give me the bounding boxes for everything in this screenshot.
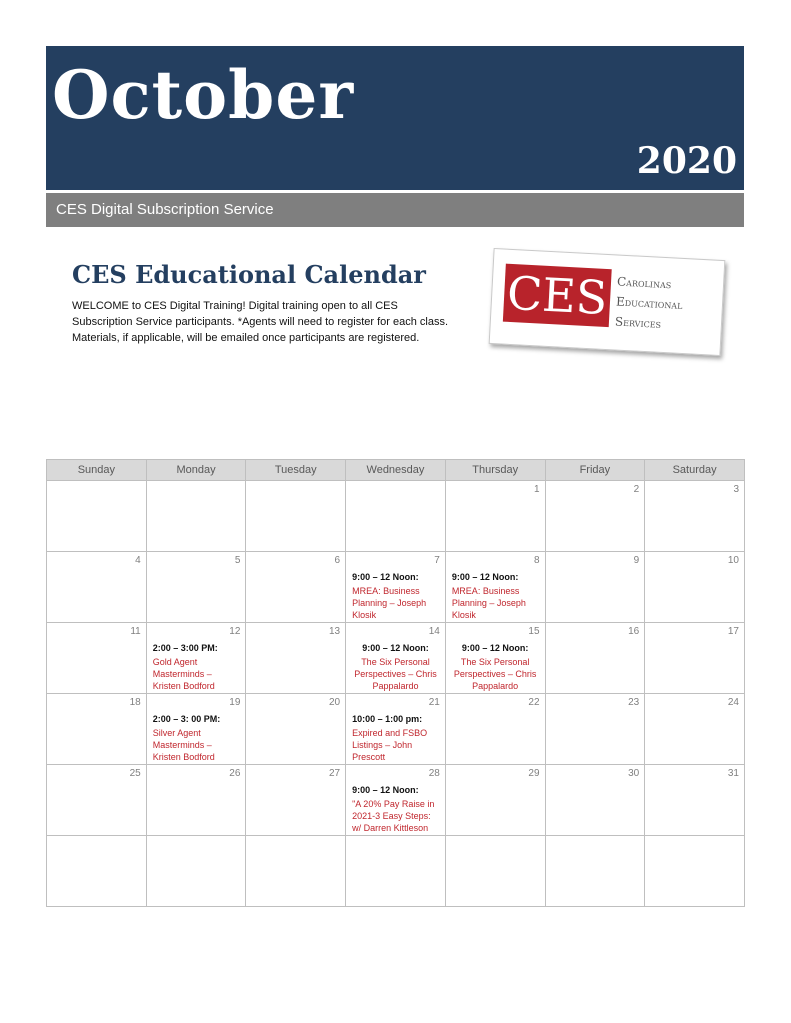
day-cell (445, 623, 545, 694)
week-row (47, 765, 745, 836)
day-number: 7 (434, 555, 440, 566)
week-row (47, 552, 745, 623)
day-cell (47, 481, 147, 552)
day-cell (645, 694, 745, 765)
day-number (47, 481, 146, 497)
day-cell (146, 552, 246, 623)
day-cell (545, 552, 645, 623)
event-title: The Six Personal Perspectives – Chris Pappalardo (453, 657, 537, 691)
day-number: 13 (328, 626, 341, 637)
day-cell (645, 836, 745, 907)
logo-wordmark (614, 272, 721, 337)
logo-mark: CES (503, 264, 612, 327)
day-number: 28 (428, 768, 440, 779)
day-cell (246, 481, 346, 552)
day-cell (346, 481, 446, 552)
day-cell (645, 623, 745, 694)
weekday-header: Thursday (445, 460, 545, 481)
day-cell (246, 694, 346, 765)
day-number: 27 (328, 768, 341, 779)
event-time: 9:00 – 12 Noon: (461, 643, 529, 653)
logo-line-1: Carolinas (616, 274, 672, 292)
day-cell (146, 481, 246, 552)
event-title: Silver Agent Masterminds – Kristen Bodford (152, 728, 215, 762)
event-time: 2:00 – 3: 00 PM: (152, 714, 221, 724)
subtitle-text: CES Digital Subscription Service (56, 201, 274, 218)
day-number (47, 836, 146, 852)
week-row (47, 481, 745, 552)
day-number (546, 836, 645, 852)
day-number: 16 (628, 626, 640, 637)
day-number (346, 481, 445, 497)
day-number: 24 (727, 697, 739, 708)
day-number: 29 (528, 768, 540, 779)
day-cell (346, 552, 446, 623)
day-number: 15 (528, 626, 540, 637)
day-number: 14 (428, 626, 440, 637)
welcome-text: WELCOME to CES Digital Training! Digital training open to all CES Subscription Service participants. *Agents will need to register for each class. Materials, if applicable, will be emailed once participants are registered. (72, 300, 449, 344)
event-time: 2:00 – 3:00 PM: (152, 643, 218, 653)
day-number: 6 (334, 555, 341, 566)
day-cell (146, 623, 246, 694)
day-cell (445, 765, 545, 836)
day-cell (146, 765, 246, 836)
day-cell (47, 836, 147, 907)
day-cell (545, 765, 645, 836)
event-title: "A 20% Pay Raise in 2021-3 Easy Steps: w/ Darren Kittleson (352, 799, 435, 833)
day-cell (445, 836, 545, 907)
day-number (446, 836, 545, 852)
day-cell (445, 694, 545, 765)
day-number: 23 (628, 697, 640, 708)
day-number: 12 (229, 626, 241, 637)
day-number: 25 (129, 768, 141, 779)
event-time: 9:00 – 12 Noon: (451, 572, 519, 582)
event-time: 9:00 – 12 Noon: (362, 643, 429, 653)
day-number: 11 (130, 626, 141, 637)
day-number: 9 (633, 555, 640, 566)
weekday-header-row (47, 460, 745, 481)
event-title: Gold Agent Masterminds – Kristen Bodford (152, 657, 215, 691)
weekday-header: Monday (146, 460, 246, 481)
week-row (47, 623, 745, 694)
weekday-header: Saturday (645, 460, 745, 481)
week-row (47, 836, 745, 907)
day-number: 20 (328, 697, 341, 708)
day-number: 8 (533, 555, 540, 566)
day-number (246, 481, 345, 497)
day-cell (47, 694, 147, 765)
day-cell (346, 623, 446, 694)
day-number: 18 (129, 697, 141, 708)
event-title: The Six Personal Perspectives – Chris Pappalardo (354, 657, 437, 691)
event-time: 9:00 – 12 Noon: (352, 785, 419, 795)
day-cell (445, 481, 545, 552)
day-cell (545, 694, 645, 765)
day-cell (246, 623, 346, 694)
month-title: October (52, 56, 355, 134)
day-cell (645, 481, 745, 552)
weekday-header: Friday (545, 460, 645, 481)
weekday-header: Wednesday (346, 460, 446, 481)
day-number: 1 (533, 484, 540, 495)
day-cell (545, 481, 645, 552)
event-title: Expired and FSBO Listings – John Prescott (352, 728, 428, 762)
event-title: MREA: Business Planning – Joseph Klosik (352, 586, 427, 620)
day-cell (246, 836, 346, 907)
day-cell (445, 552, 545, 623)
week-row (47, 694, 745, 765)
logo-line-2: Educational (615, 294, 683, 312)
day-cell (246, 552, 346, 623)
day-number: 30 (628, 768, 640, 779)
day-number: 10 (727, 555, 739, 566)
day-cell (346, 765, 446, 836)
event-time: 10:00 – 1:00 pm: (352, 714, 423, 724)
day-number (147, 836, 246, 852)
day-number: 26 (229, 768, 241, 779)
day-number: 3 (733, 484, 739, 495)
day-cell (545, 623, 645, 694)
day-cell (346, 836, 446, 907)
day-number (346, 836, 445, 852)
day-cell (47, 623, 147, 694)
day-number: 4 (135, 555, 141, 566)
day-number (645, 836, 744, 852)
day-number: 5 (234, 555, 241, 566)
event-time: 9:00 – 12 Noon: (352, 572, 419, 582)
day-number: 19 (229, 697, 241, 708)
day-number (246, 836, 345, 852)
day-cell (346, 694, 446, 765)
weekday-header: Tuesday (246, 460, 346, 481)
day-cell (47, 552, 147, 623)
day-number: 2 (633, 484, 640, 495)
day-cell (146, 694, 246, 765)
day-number (147, 481, 246, 497)
day-cell (645, 765, 745, 836)
day-cell (47, 765, 147, 836)
day-cell (146, 836, 246, 907)
ces-logo (489, 248, 726, 356)
day-cell (545, 836, 645, 907)
calendar-heading: CES Educational Calendar (72, 260, 426, 289)
logo-line-3: Services (614, 314, 662, 331)
day-number: 22 (528, 697, 540, 708)
year-title: 2020 (636, 140, 737, 182)
day-number: 17 (727, 626, 739, 637)
day-cell (246, 765, 346, 836)
calendar-grid (46, 459, 745, 907)
event-title: MREA: Business Planning – Joseph Klosik (451, 586, 526, 620)
day-number: 21 (428, 697, 440, 708)
day-cell (645, 552, 745, 623)
day-number: 31 (727, 768, 739, 779)
weekday-header: Sunday (47, 460, 147, 481)
